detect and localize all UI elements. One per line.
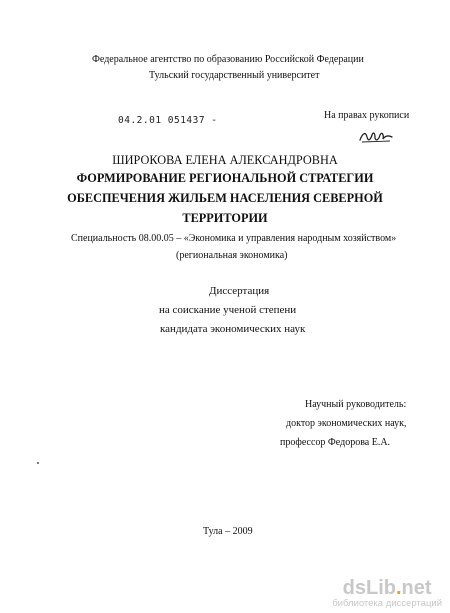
degree-line-3: кандидата экономических наук [160, 323, 306, 335]
supervisor-line-3: профессор Федорова Е.А. [280, 437, 391, 448]
signature-icon [358, 129, 394, 145]
title-line-2: ОБЕСПЕЧЕНИЯ ЖИЛЬЕМ НАСЕЛЕНИЯ СЕВЕРНОЙ [67, 191, 383, 205]
title-line-1: ФОРМИРОВАНИЕ РЕГИОНАЛЬНОЙ СТРАТЕГИИ [76, 171, 374, 185]
scan-speck [37, 462, 39, 464]
supervisor-line-2: доктор экономических наук, [286, 418, 407, 429]
title-line-3: ТЕРРИТОРИИ [182, 211, 268, 225]
specialty-sub: (региональная экономика) [176, 250, 288, 261]
author-name: ШИРОКОВА ЕЛЕНА АЛЕКСАНДРОВНА [112, 153, 338, 167]
watermark-subtitle: библиотека диссертаций [332, 598, 442, 609]
city-year: Тула – 2009 [203, 526, 253, 537]
watermark [332, 578, 442, 609]
agency-name: Федеральное агентство по образованию Российской Федерации [92, 54, 364, 65]
specialty: Специальность 08.00.05 – «Экономика и управления народным хозяйством» [71, 233, 397, 244]
supervisor-line-1: Научный руководитель: [305, 399, 407, 410]
degree-line-1: Диссертация [209, 285, 270, 297]
degree-line-2: на соискание ученой степени [159, 304, 297, 316]
university-name: Тульский государственный университет [149, 70, 320, 81]
watermark-logo: dsLib.net [342, 577, 432, 599]
manuscript-note: На правах рукописи [324, 110, 410, 121]
stamp-code: 04.2.01 051437 - [118, 115, 218, 126]
